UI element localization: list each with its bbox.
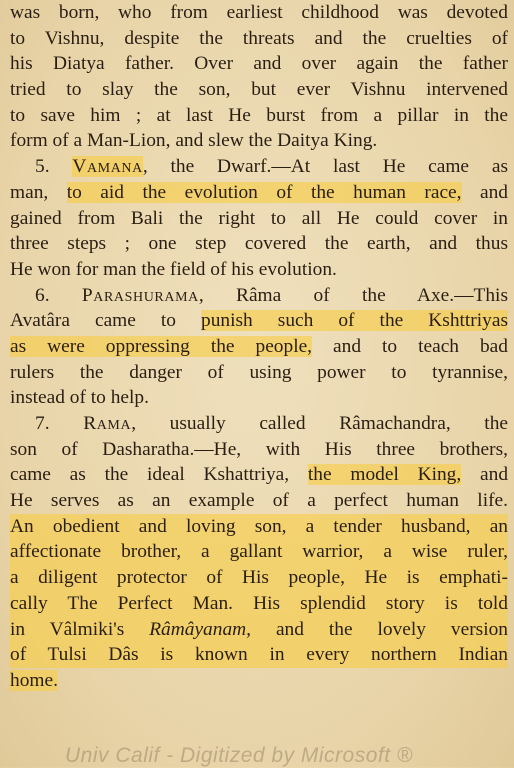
- book-title: Râmâyanam,: [149, 618, 251, 640]
- text-line: form of a Man-Lion, and slew the Daitya King.: [10, 130, 378, 152]
- list-number: 6.: [35, 284, 50, 306]
- text-line: was born, who from earliest childhood was devoted: [10, 2, 508, 23]
- text-line: his Diatya father. Over and over again the father: [10, 53, 508, 75]
- list-number: 7.: [35, 413, 50, 434]
- text-line: gained from Bali the right to all He could cover in: [10, 207, 508, 229]
- text-line: son of Dasharatha.—He, with His three brothers,: [10, 438, 508, 460]
- avatar-name: Rama: [83, 413, 132, 434]
- book-page: [10, 0, 508, 694]
- highlighted-text-line: in Vâlmiki's Râmâyanam, and the lovely version: [10, 617, 508, 643]
- highlighted-text-line: of Tulsi Dâs is known in every northern Indian: [10, 642, 508, 668]
- avatar-name: Parashurama: [81, 284, 199, 306]
- paragraph-vamana: [10, 154, 508, 282]
- text-line: 7. Rama, usually called Râmachandra, the: [35, 413, 508, 434]
- paragraph-narasimha-continued: [10, 0, 508, 154]
- text-line: tried to slay the son, but ever Vishnu intervened: [10, 79, 508, 101]
- text-line: Avatâra came to punish such of the Kshttriyas: [10, 310, 508, 332]
- text-line: man, to aid the evolution of the human race, and: [10, 181, 508, 203]
- digitization-watermark: Univ Calif - Digitized by Microsoft ®: [65, 744, 413, 767]
- highlighted-text: home.: [10, 669, 58, 691]
- highlighted-text-line: a diligent protector of His people, He is emphati-: [10, 565, 508, 591]
- text-line: to save him ; at last He burst from a pillar in the: [10, 104, 508, 126]
- text-line: three steps ; one step covered the earth, and thus: [10, 233, 508, 255]
- highlighted-text: as were oppressing the people,: [10, 335, 313, 357]
- highlighted-text-line: An obedient and loving son, a tender husband, an: [10, 514, 508, 540]
- paragraph-rama: [10, 411, 508, 694]
- highlighted-text: the model King,: [307, 464, 462, 486]
- highlighted-text: punish such of the Kshttriyas: [201, 310, 508, 332]
- text-line: [10, 668, 508, 694]
- text-line: 6. Parashurama, Râma of the Axe.—This: [35, 284, 508, 306]
- text-line: He won for man the field of his evolution.: [10, 258, 337, 280]
- highlighted-text: to aid the evolution of the human race,: [66, 181, 462, 203]
- highlighted-text-line: affectionate brother, a gallant warrior, a wise ruler,: [10, 539, 508, 565]
- avatar-name: Vamana: [72, 156, 143, 178]
- text-line: instead of to help.: [10, 387, 149, 409]
- text-line: to Vishnu, despite the threats and the cruelties of: [10, 27, 508, 49]
- paragraph-parashurama: [10, 283, 508, 411]
- text-line: rulers the danger of using power to tyrannise,: [10, 361, 508, 383]
- list-number: 5.: [35, 156, 50, 178]
- highlighted-text-line: cally The Perfect Man. His splendid story is told: [10, 591, 508, 617]
- text-line: He serves as an example of a perfect human life.: [10, 490, 508, 512]
- text-line: as were oppressing the people, and to teach bad: [10, 335, 508, 357]
- text-line: 5. Vamana, the Dwarf.—At last He came as: [35, 156, 508, 178]
- text-line: came as the ideal Kshattriya, the model King, and: [10, 464, 509, 486]
